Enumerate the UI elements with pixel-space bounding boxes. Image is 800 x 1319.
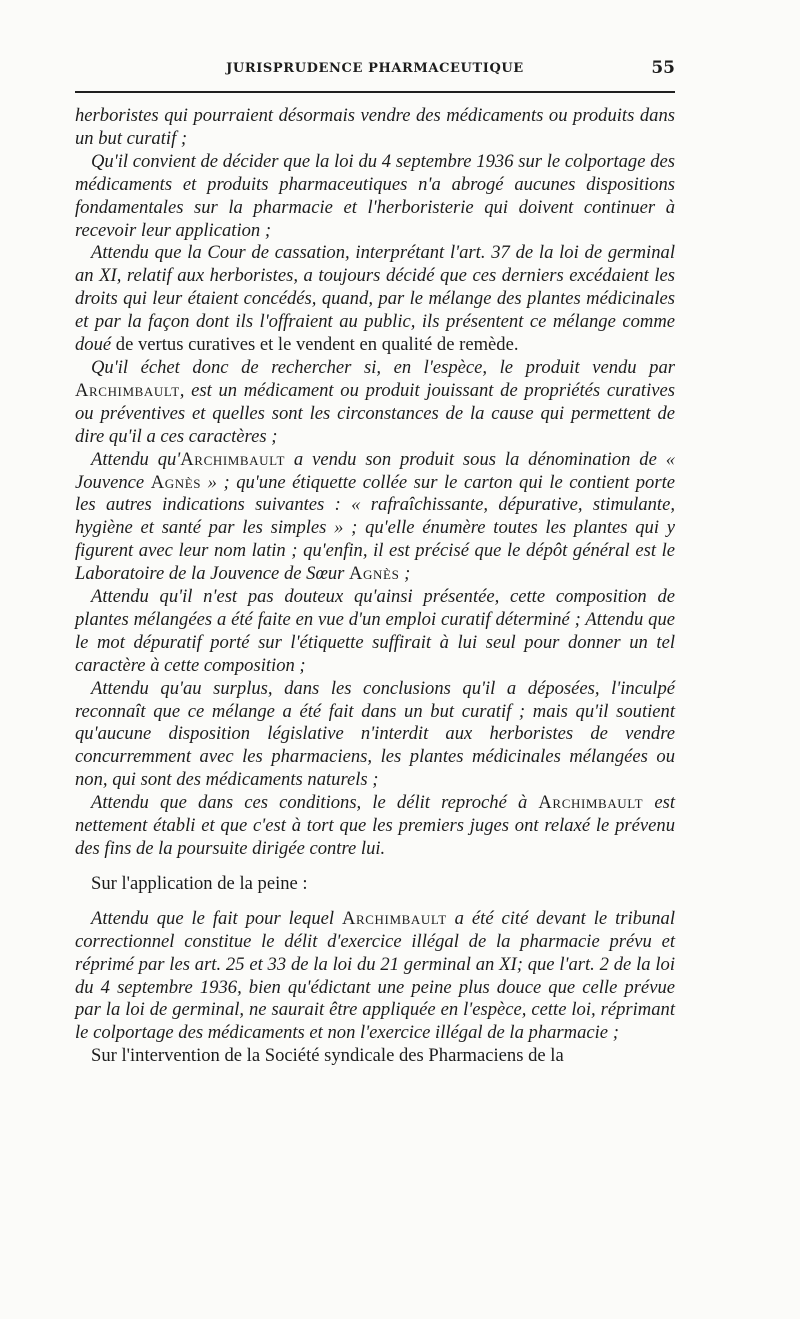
paragraph-5-c: » ; qu'une étiquette collée sur le carton qui le contient porte les autres indications suivantes : « rafraîchissante, dépurative, stimulante, hygiène et santé par les simples » ; qu'elle énumère toutes les plantes qui y figurent avec leur nom latin ; qu'enfin, il est précisé que le dépôt général est le Laboratoire de la Jouvence de Sœur (75, 471, 675, 585)
paragraph-4 (75, 357, 675, 449)
paragraph-7: Attendu qu'au surplus, dans les conclusions qu'il a déposées, l'inculpé reconnaît que ce mélange a été fait dans un but curatif ; mais qu'il soutient qu'aucune disposition législative n'interdit aux herboristes de vendre concurremment avec les pharmaciens, les plantes médicinales mélangées ou non, qui sont des médicaments naturels ; (75, 677, 675, 791)
running-header (75, 55, 675, 85)
paragraph-5 (75, 449, 675, 586)
paragraph-10 (75, 908, 675, 1045)
paragraph-10-b: a été cité devant le tribunal correctionnel constitue le délit d'exercice illégal de la pharmacie prévu et réprimé par les art. 25 et 33 de la loi du 21 germinal an XI; que l'art. 2 de la loi du 4 septembre 1936, bien qu'édictant une peine plus douce que celle prévue par la loi de germinal, ne saurait être appliquée en l'espèce, cette loi, réprimant le colportage des médicaments et non l'exercice illégal de la pharmacie ; (75, 907, 675, 1044)
paragraph-3 (75, 242, 675, 357)
defendant-name: Archimbault (341, 907, 447, 929)
section-heading-peine: Sur l'application de la peine : (91, 872, 308, 894)
paragraph-3-roman: de vertus curatives et le vendent en qualité de remède. (111, 334, 519, 356)
paragraph-5-a: Attendu qu' (91, 448, 181, 470)
header-rule (75, 91, 675, 93)
page (75, 55, 675, 1068)
defendant-name: Archimbault (75, 379, 180, 401)
paragraph-8-a: Attendu que dans ces conditions, le délit reproché à (91, 792, 539, 814)
page-number: 55 (651, 58, 675, 78)
paragraph-8-b: est nettement établi et que c'est à tort que les premiers juges ont relaxé le prévenu des fins de la poursuite dirigée contre lui. (75, 792, 675, 859)
paragraph-2: Qu'il convient de décider que la loi du 4 septembre 1936 sur le colportage des médicaments et produits pharmaceutiques n'a abrogé aucunes dispositions fondamentales sur la pharmacie et l'herboristerie qui doivent continuer à recevoir leur application ; (75, 150, 675, 241)
product-name: Agnès (349, 563, 400, 585)
defendant-name: Archimbault (180, 448, 286, 470)
paragraph-4-b: , est un médicament ou produit jouissant de propriétés curatives ou préventives et quelles sont les circonstances de la cause qui permettent de dire qu'il a ces caractères ; (75, 379, 675, 447)
paragraph-11: Sur l'intervention de la Société syndicale des Pharmaciens de la (91, 1045, 564, 1067)
paragraph-10-a: Attendu que le fait pour lequel (91, 907, 342, 929)
paragraph-6: Attendu qu'il n'est pas douteux qu'ainsi présentée, cette composition de plantes mélangées a été faite en vue d'un emploi curatif déterminé ; Attendu que le mot dépuratif porté sur l'étiquette suffirait à lui seul pour donner un tel caractère à cette composition ; (75, 586, 675, 676)
paragraph-4-a: Qu'il échet donc de rechercher si, en l'espèce, le produit vendu par (91, 356, 675, 378)
body-text (75, 105, 675, 1068)
paragraph-1: herboristes qui pourraient désormais vendre des médicaments ou produits dans un but curatif ; (75, 105, 675, 149)
product-name: Agnès (150, 471, 202, 493)
paragraph-8 (75, 792, 675, 861)
paragraph-5-d: ; (399, 563, 411, 585)
paragraph-5-b: a vendu son produit sous la dénomination de « Jouvence (75, 448, 675, 493)
running-title: JURISPRUDENCE PHARMACEUTIQUE (226, 61, 524, 76)
defendant-name: Archimbault (538, 792, 644, 814)
paragraph-3-italic: Attendu que la Cour de cassation, interprétant l'art. 37 de la loi de germinal an XI, relatif aux herboristes, a toujours décidé que ces derniers excédaient les droits qui leur étaient concédés, quand, par le mélange des plantes médicinales et par la façon dont ils l'offraient au public, ils présentent ce mélange comme doué (75, 242, 675, 356)
